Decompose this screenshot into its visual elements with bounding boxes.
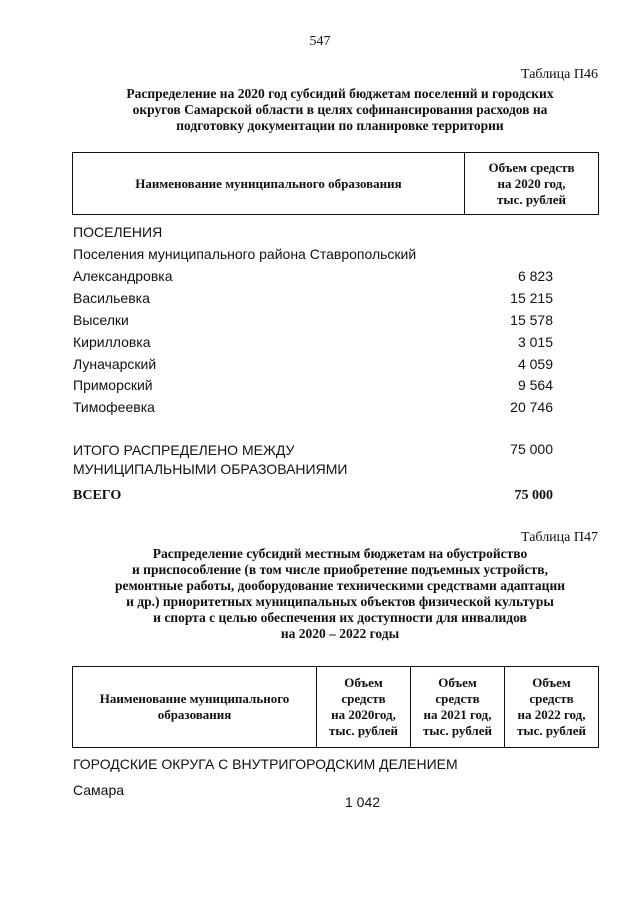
table-p47-header: [72, 666, 599, 748]
title-line: на 2020 – 2022 годы: [280, 626, 400, 641]
table-row: [73, 399, 553, 421]
title-line: Распределение субсидий местным бюджетам на обустройство: [152, 546, 528, 561]
page-number: 547: [309, 34, 331, 49]
table-p47-title: [60, 546, 620, 642]
subsection-heading: Поселения муниципального района Ставропольский: [73, 246, 417, 262]
total-distributed-row: [73, 441, 553, 481]
row-value: 6 823: [517, 268, 553, 284]
table-row: [73, 290, 553, 312]
row-name: Самара: [73, 782, 125, 798]
row-value: 3 015: [517, 334, 553, 350]
table-p47-label: Таблица П47: [521, 530, 598, 545]
row-name: Кирилловка: [73, 334, 151, 350]
column-header-2021: Объем средств на 2021 год, тыс. рублей: [411, 667, 505, 748]
title-line: и приспособление (в том числе приобретение подъемных устройств,: [132, 562, 548, 577]
total-distributed-value: 75 000: [510, 441, 553, 457]
table-p46-header: [72, 152, 599, 215]
grand-total-value: 75 000: [514, 488, 553, 503]
row-value-2020: 1 042: [345, 794, 381, 810]
row-value: 15 215: [510, 290, 553, 306]
row-name: Выселки: [73, 312, 129, 328]
table-row: [73, 377, 553, 399]
table-p46-title: [60, 86, 620, 134]
column-header-name: Наименование муниципального образования: [73, 153, 465, 215]
column-header-value: Объем средств на 2020 год, тыс. рублей: [465, 153, 599, 215]
column-header-2022: Объем средств на 2022 год, тыс. рублей: [505, 667, 599, 748]
title-line: подготовку документации по планировке территории: [176, 118, 504, 133]
row-name: Приморский: [73, 377, 153, 393]
table-row: [73, 312, 553, 334]
section-heading: ГОРОДСКИЕ ОКРУГА С ВНУТРИГОРОДСКИМ ДЕЛЕНИЕМ: [73, 756, 458, 772]
title-line: Распределение на 2020 год субсидий бюджетам поселений и городских: [126, 86, 554, 101]
table-p46-label: Таблица П46: [521, 67, 598, 82]
table-row: [73, 334, 553, 356]
row-value: 9 564: [517, 377, 553, 393]
title-line: и спорта с целью обеспечения их доступности для инвалидов: [153, 610, 527, 625]
grand-total-label: ВСЕГО: [73, 488, 122, 503]
row-value: 20 746: [510, 399, 553, 415]
grand-total-row: [73, 488, 553, 510]
row-name: Александровка: [73, 268, 173, 284]
row-name: Васильевка: [73, 290, 150, 306]
title-line: и др.) приоритетных муниципальных объектов физической культуры: [126, 594, 554, 609]
table-row: [73, 268, 553, 290]
row-value: 4 059: [517, 356, 553, 372]
total-distributed-label: ИТОГО РАСПРЕДЕЛЕНО МЕЖДУ МУНИЦИПАЛЬНЫМИ ОБРАЗОВАНИЯМИ: [73, 442, 348, 477]
title-line: ремонтные работы, дооборудование техническими средствами адаптации: [114, 578, 566, 593]
column-header-name: Наименование муниципального образования: [73, 667, 317, 748]
section-heading: ПОСЕЛЕНИЯ: [73, 224, 163, 240]
row-value: 15 578: [510, 312, 553, 328]
title-line: округов Самарской области в целях софинансирования расходов на: [132, 102, 548, 117]
row-name: Луначарский: [73, 356, 157, 372]
row-name: Тимофеевка: [73, 399, 155, 415]
table-row: [73, 356, 553, 378]
column-header-2020: Объем средств на 2020год, тыс. рублей: [317, 667, 411, 748]
